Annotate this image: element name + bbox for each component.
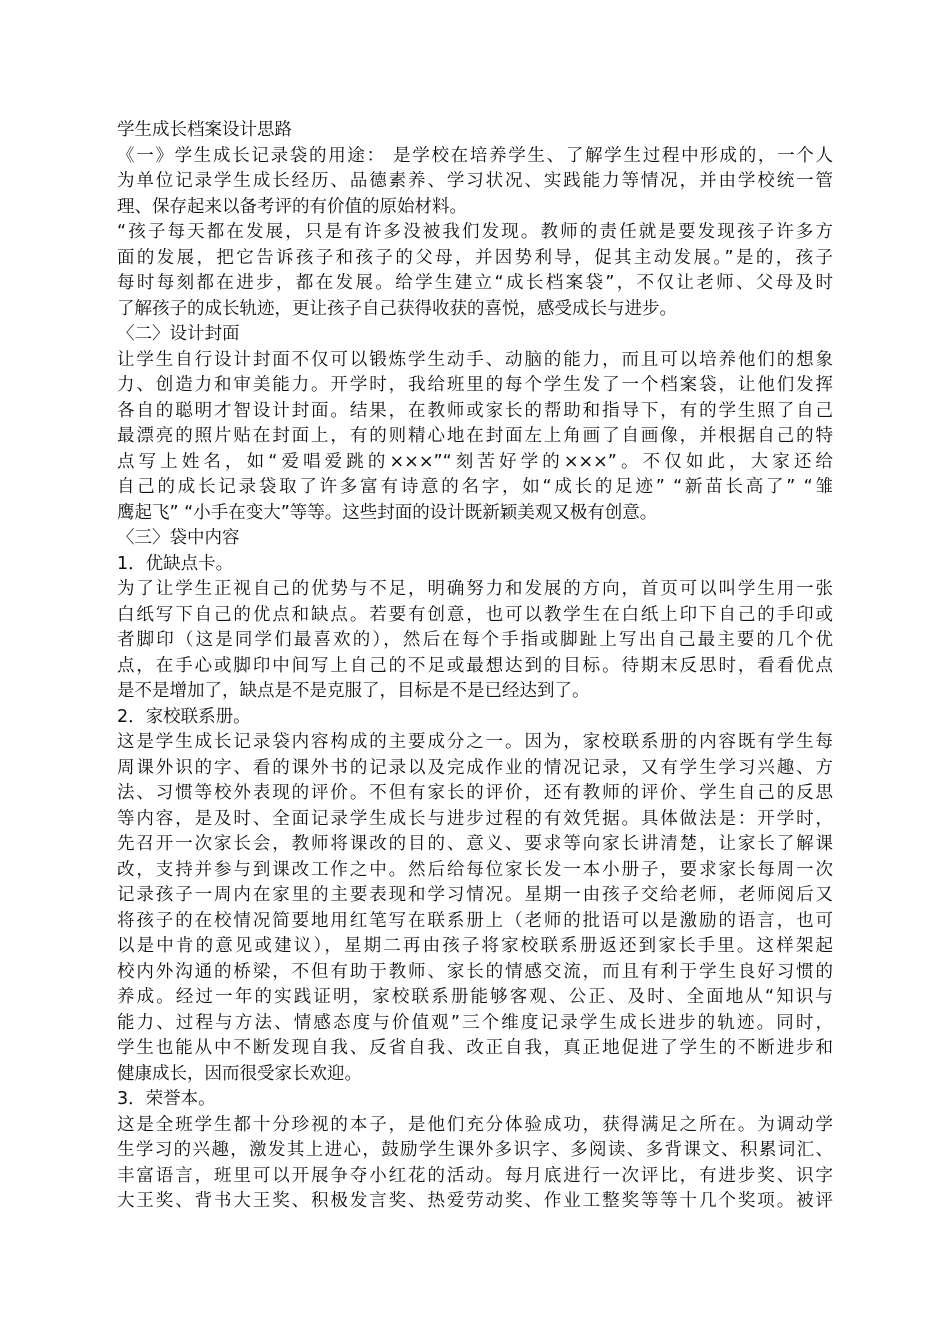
text-line: 等内容，是及时、全面记录学生成长与进步过程的有效凭据。具体做法是：开学时，: [117, 808, 833, 829]
text-line: 大王奖、背书大王奖、积极发言奖、热爱劳动奖、作业工整奖等等十几个奖项。被评: [117, 1191, 833, 1211]
text-line: 法、习惯等校外表现的评价。不但有家长的评价，还有教师的评价、学生自己的反思: [117, 783, 833, 803]
text-line: 为了让学生正视自己的优势与不足，明确努力和发展的方向，首页可以叫学生用一张: [117, 579, 833, 599]
text-line: 了解孩子的成长轨迹，更让孩子自己获得收获的喜悦，感受成长与进步。: [117, 298, 677, 319]
text-line: 每时每刻都在进步，都在发展。给学生建立“成长档案袋”，不仅让老师、父母及时: [117, 273, 833, 293]
text-line: 自己的成长记录袋取了许多富有诗意的名字，如“成长的足迹” “新苗长高了” “雏: [117, 477, 833, 497]
text-line: 为单位记录学生成长经历、品德素养、学习状况、实践能力等情况，并由学校统一管: [117, 171, 833, 191]
text-line: 3．荣誉本。: [117, 1089, 216, 1109]
text-line: 〈三〉袋中内容: [117, 528, 240, 548]
text-line: 记录孩子一周内在家里的主要表现和学习情况。星期一由孩子交给老师，老师阅后又: [117, 885, 833, 905]
text-line: 能力、过程与方法、情感态度与价值观”三个维度记录学生成长进步的轨迹。同时，: [117, 1012, 833, 1033]
text-line: 〈二〉设计封面: [117, 324, 240, 344]
text-line: 最漂亮的照片贴在封面上，有的则精心地在封面左上角画了自画像，并根据自己的特: [117, 426, 833, 446]
text-line: 者脚印（这是同学们最喜欢的），然后在每个手指或脚趾上写出自己最主要的几个优: [117, 630, 833, 650]
text-line: 《一》学生成长记录袋的用途： 是学校在培养学生、了解学生过程中形成的，一个人: [117, 145, 833, 166]
text-line: 各自的聪明才智设计封面。结果，在教师或家长的帮助和指导下，有的学生照了自己: [117, 400, 833, 421]
text-line: 养成。经过一年的实践证明，家校联系册能够客观、公正、及时、全面地从“知识与: [117, 987, 833, 1007]
text-line: “孩子每天都在发展，只是有许多没被我们发现。教师的责任就是要发现孩子许多方: [117, 222, 833, 242]
text-line: 这是全班学生都十分珍视的本子，是他们充分体验成功，获得满足之所在。为调动学: [117, 1114, 833, 1135]
text-line: 2．家校联系册。: [117, 706, 251, 727]
text-line: 生学习的兴趣，激发其上进心，鼓励学生课外多识字、多阅读、多背课文、积累词汇、: [117, 1140, 833, 1160]
text-line: 鹰起飞” “小手在变大”等等。这些封面的设计既新颖美观又极有创意。: [117, 502, 658, 523]
text-line: 改，支持并参与到课改工作之中。然后给每位家长发一本小册子，要求家长每周一次: [117, 859, 833, 880]
text-line: 让学生自行设计封面不仅可以锻炼学生动手、动脑的能力，而且可以培养他们的想象: [117, 349, 833, 370]
text-line: 健康成长，因而很受家长欢迎。: [117, 1063, 362, 1084]
text-line: 1．优缺点卡。: [117, 553, 234, 574]
text-line: 理、保存起来以备考评的有价值的原始材料。: [117, 196, 467, 217]
text-line: 学生成长档案设计思路: [117, 120, 292, 140]
text-line: 将孩子的在校情况简要地用红笔写在联系册上（老师的批语可以是激励的语言，也可: [117, 910, 833, 931]
text-line: 校内外沟通的桥梁，不但有助于教师、家长的情感交流，而且有利于学生良好习惯的: [117, 961, 833, 982]
text-line: 力、创造力和审美能力。开学时，我给班里的每个学生发了一个档案袋，让他们发挥: [117, 375, 833, 395]
text-line: 面的发展，把它告诉孩子和孩子的父母，并因势利导，促其主动发展。”是的，孩子: [117, 247, 833, 268]
text-line: 以是中肯的意见或建议），星期二再由孩子将家校联系册返还到家长手里。这样架起: [117, 936, 833, 956]
document-body: [117, 118, 833, 1215]
text-line: 点，在手心或脚印中间写上自己的不足或最想达到的目标。待期末反思时，看看优点: [117, 655, 833, 676]
text-line: 先召开一次家长会，教师将课改的目的、意义、要求等向家长讲清楚，让家长了解课: [117, 834, 833, 854]
text-line: 丰富语言，班里可以开展争夺小红花的活动。每月底进行一次评比，有进步奖、识字: [117, 1165, 833, 1186]
text-line: 周课外识的字、看的课外书的记录以及完成作业的情况记录，又有学生学习兴趣、方: [117, 757, 833, 778]
text-line: 是不是增加了，缺点是不是克服了，目标是不是已经达到了。: [117, 681, 590, 701]
text-line: 学生也能从中不断发现自我、反省自我、改正自我，真正地促进了学生的不断进步和: [117, 1038, 833, 1058]
text-line: 点写上姓名，如“爱唱爱跳的×××”“刻苦好学的×××”。不仅如此，大家还给: [117, 451, 833, 472]
text-line: 白纸写下自己的优点和缺点。若要有创意，也可以教学生在白纸上印下自己的手印或: [117, 604, 833, 625]
text-line: 这是学生成长记录袋内容构成的主要成分之一。因为，家校联系册的内容既有学生每: [117, 732, 833, 752]
